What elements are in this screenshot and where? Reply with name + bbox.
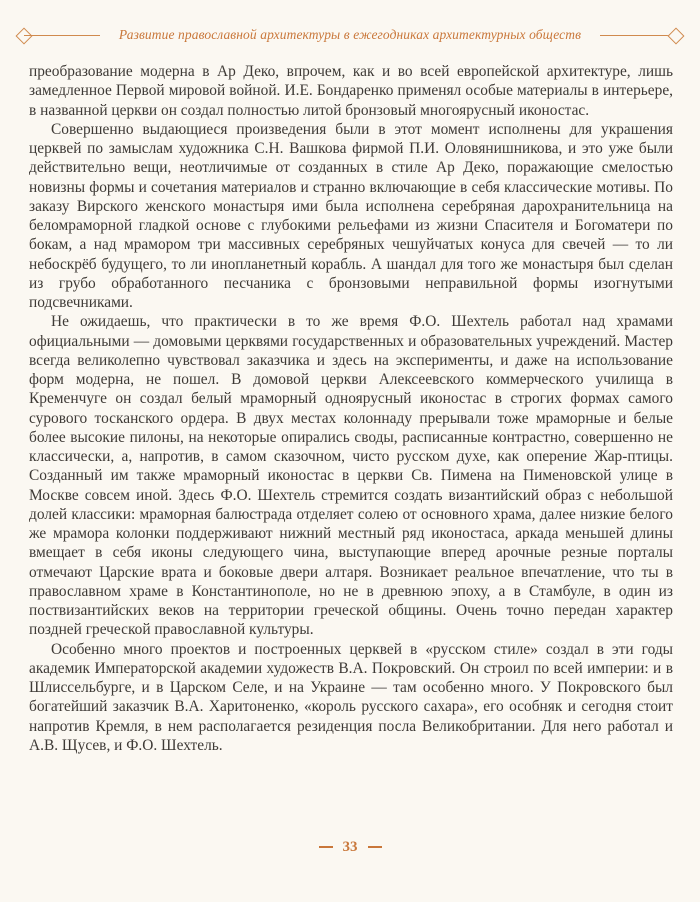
page-folio	[0, 838, 700, 858]
page-number: 33	[342, 839, 358, 855]
running-header-title: Развитие православной архитектуры в ежегодниках архитектурных обществ	[118, 27, 582, 42]
folio-dash-left-icon	[319, 846, 333, 848]
paragraph: Особенно много проектов и построенных церквей в «русском стиле» создал в эти годы академик Императорской академии художеств В.А. Покровский. Он строил по всей империи: и в Шлиссельбурге, и в Царском Селе, и на Украине — там особенно много. У Покровского был богатейший заказчик В.А. Харитоненко, «король русского сахара», его особняк и сегодня стоит напротив Кремля, в нем располагается резиденция посла Великобритании. Для него работал и А.В. Щусев, и Ф.О. Шехтель.	[29, 640, 673, 754]
running-header	[0, 22, 700, 48]
header-ornament-right-icon	[668, 28, 685, 45]
folio-dash-right-icon	[368, 846, 382, 848]
header-ornament-left-icon	[16, 28, 33, 45]
paragraph: Совершенно выдающиеся произведения были в этот момент исполнены для украшения церквей по замыслам художника С.Н. Вашкова фирмой П.И. Оловянишникова, и это уже были действительно вещи, неотличимые от созданных в стиле Ар Деко, поражающие смелостью новизны формы и сочетания материалов и странно включающие в себя классические мотивы. По заказу Вирского женского монастыря ими была исполнена серебряная дарохранительница на беломраморной гладкой основе с глубокими рельефами из жизни Спасителя и Богоматери по бокам, а над мрамором три массивных серебряных чешуйчатых конуса для свечей — то ли небоскрёб будущего, то ли инопланетный корабль. А шандал для того же монастыря был сделан из грубо обработанного песчаника с бронзовыми неправильной формы изогнутыми подсвечниками.	[29, 120, 673, 311]
header-rule-right	[600, 35, 676, 36]
paragraph: Не ожидаешь, что практически в то же время Ф.О. Шехтель работал над храмами официальными — домовыми церквями государственных и образовательных учреждений. Мастер всегда великолепно чувствовал заказчика и здесь на эксперименты, и даже на использование форм модерна, не пошел. В домовой церкви Алексеевского коммерческого училища в Кременчуге он создал белый мраморный одноярусный иконостас в строгих формах самого сурового тосканского ордера. В двух местах колоннаду прерывали тоже мраморные и белые более высокие пилоны, на некоторые опирались своды, расписанные контрастно, совершенно не классически, а, напротив, в самом сказочном, чисто русском духе, как оперение Жар-птицы. Созданный им также мраморный иконостас в церкви Св. Пимена на Пименовской улице в Москве совсем иной. Здесь Ф.О. Шехтель стремится создать византийский образ с небольшой долей классики: мраморная балюстрада отделяет солею от основного храма, далее низкие белого же мрамора колонки поддерживают нижний местный ряд иконостаса, аркада меньшей длины вмещает в себя иконы следующего чина, выступающие вперед арочные резные порталы отмечают Царские врата и боковые двери алтаря. Возникает реальное впечатление, что ты в православном храме в Константинополе, но не в древнюю эпоху, а в Стамбуле, в один из поствизантийских веков на территории греческой общины. Очень точно передан характер поздней греческой православной культуры.	[29, 313, 673, 639]
header-rule-left	[24, 35, 100, 36]
body-text	[29, 62, 673, 755]
paragraph: преобразование модерна в Ар Деко, впрочем, как и во всей европейской архитектуре, лишь замедленное Первой мировой войной. И.Е. Бондаренко применял особые материалы в интерьере, в названной церкви он создал полностью литой бронзовый многоярусный иконостас.	[29, 63, 673, 119]
